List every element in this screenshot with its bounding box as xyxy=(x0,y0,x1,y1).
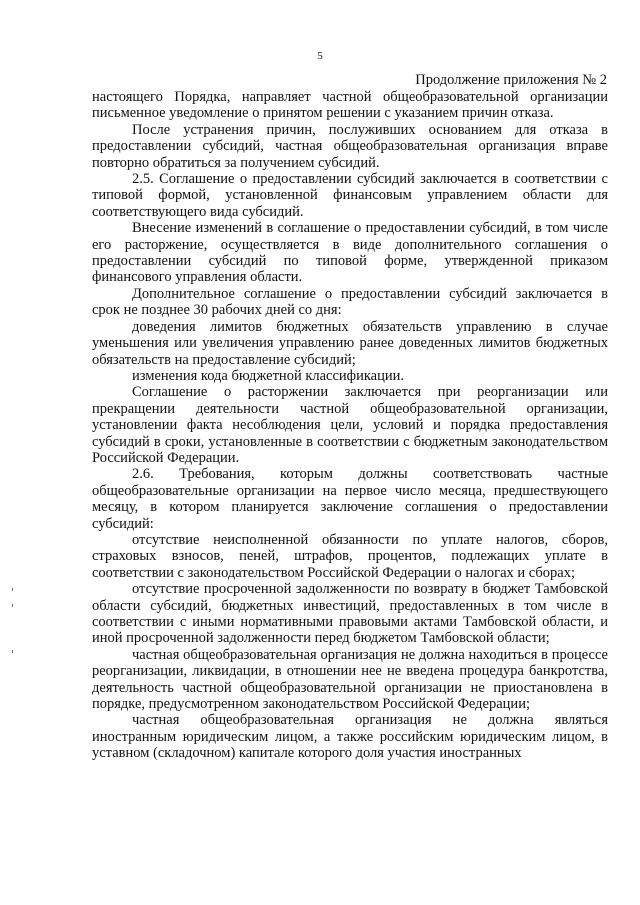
margin-mark xyxy=(12,588,13,591)
paragraph-11: отсутствие просроченной задолженности по возврату в бюджет Тамбовской области субсидий, бюджетных инвестиций, предоставленных в том числе в соответствии с иными нормативными правовыми актами Тамбовской области, и иной просроченной задолженности перед бюджетом Тамбовской области; xyxy=(92,581,608,647)
margin-mark xyxy=(12,604,13,607)
margin-mark xyxy=(12,650,13,653)
paragraph-7: изменения кода бюджетной классификации. xyxy=(132,367,404,384)
paragraph-5: Дополнительное соглашение о предоставлении субсидий заключается в срок не позднее 30 рабочих дней со дня: xyxy=(92,285,608,319)
paragraph-12: частная общеобразовательная организация не должна находиться в процессе реорганизации, ликвидации, в отношении нее не введена процедура банкротства, деятельность частной общеобразовательной организации не приостановлена в порядке, предусмотренном законодательством Российской Федерации; xyxy=(92,646,608,713)
paragraph-10: отсутствие неисполненной обязанности по уплате налогов, сборов, страховых взносов, пеней, штрафов, процентов, подлежащих уплате в соответствии с законодательством Российской Федерации о налогах и сборах; xyxy=(92,531,608,581)
appendix-label: Продолжение приложения № 2 xyxy=(415,72,607,88)
paragraph-2: После устранения причин, послуживших основанием для отказа в предоставлении субсидий, частная общеобразовательная организация вправе повторно обратиться за получением субсидий. xyxy=(92,121,608,171)
paragraph-1: настоящего Порядка, направляет частной общеобразовательной организации письменное уведомление о принятом решении с указанием причин отказа. xyxy=(92,89,608,122)
paragraph-2-5: 2.5. Соглашение о предоставлении субсидий заключается в соответствии с типовой формой, установленной финансовым управлением области для соответствующего вида субсидий. xyxy=(92,171,608,220)
paragraph-6: доведения лимитов бюджетных обязательств управлению в случае уменьшения или увеличения управлению ранее доведенных лимитов бюджетных обязательств на предоставление субсидий; xyxy=(92,318,608,368)
paragraph-4: Внесение изменений в соглашение о предоставлении субсидий, в том числе его расторжение, осуществляется в виде дополнительного соглашения о предоставлении субсидий по типовой форме, утвержденной приказом финансового управления области. xyxy=(92,220,608,286)
document-body xyxy=(92,89,608,762)
paragraph-2-6: 2.6. Требования, которым должны соответствовать частные общеобразовательные организации на первое число месяца, предшествующего месяцу, в котором планируется заключение соглашения о предоставлении субсидий: xyxy=(92,466,608,532)
paragraph-8: Соглашение о расторжении заключается при реорганизации или прекращении деятельности частной общеобразовательной организации, установлении факта несоблюдения цели, условий и порядка предоставления субсидий в сроки, установленные в соответствии с бюджетным законодательством Российской Федерации. xyxy=(92,384,608,466)
page-number: 5 xyxy=(317,50,323,62)
paragraph-13: частная общеобразовательная организация не должна являться иностранным юридическим лицом, а также российским юридическим лицом, в уставном (складочном) капитале которого доля участия иностранных xyxy=(92,712,608,762)
